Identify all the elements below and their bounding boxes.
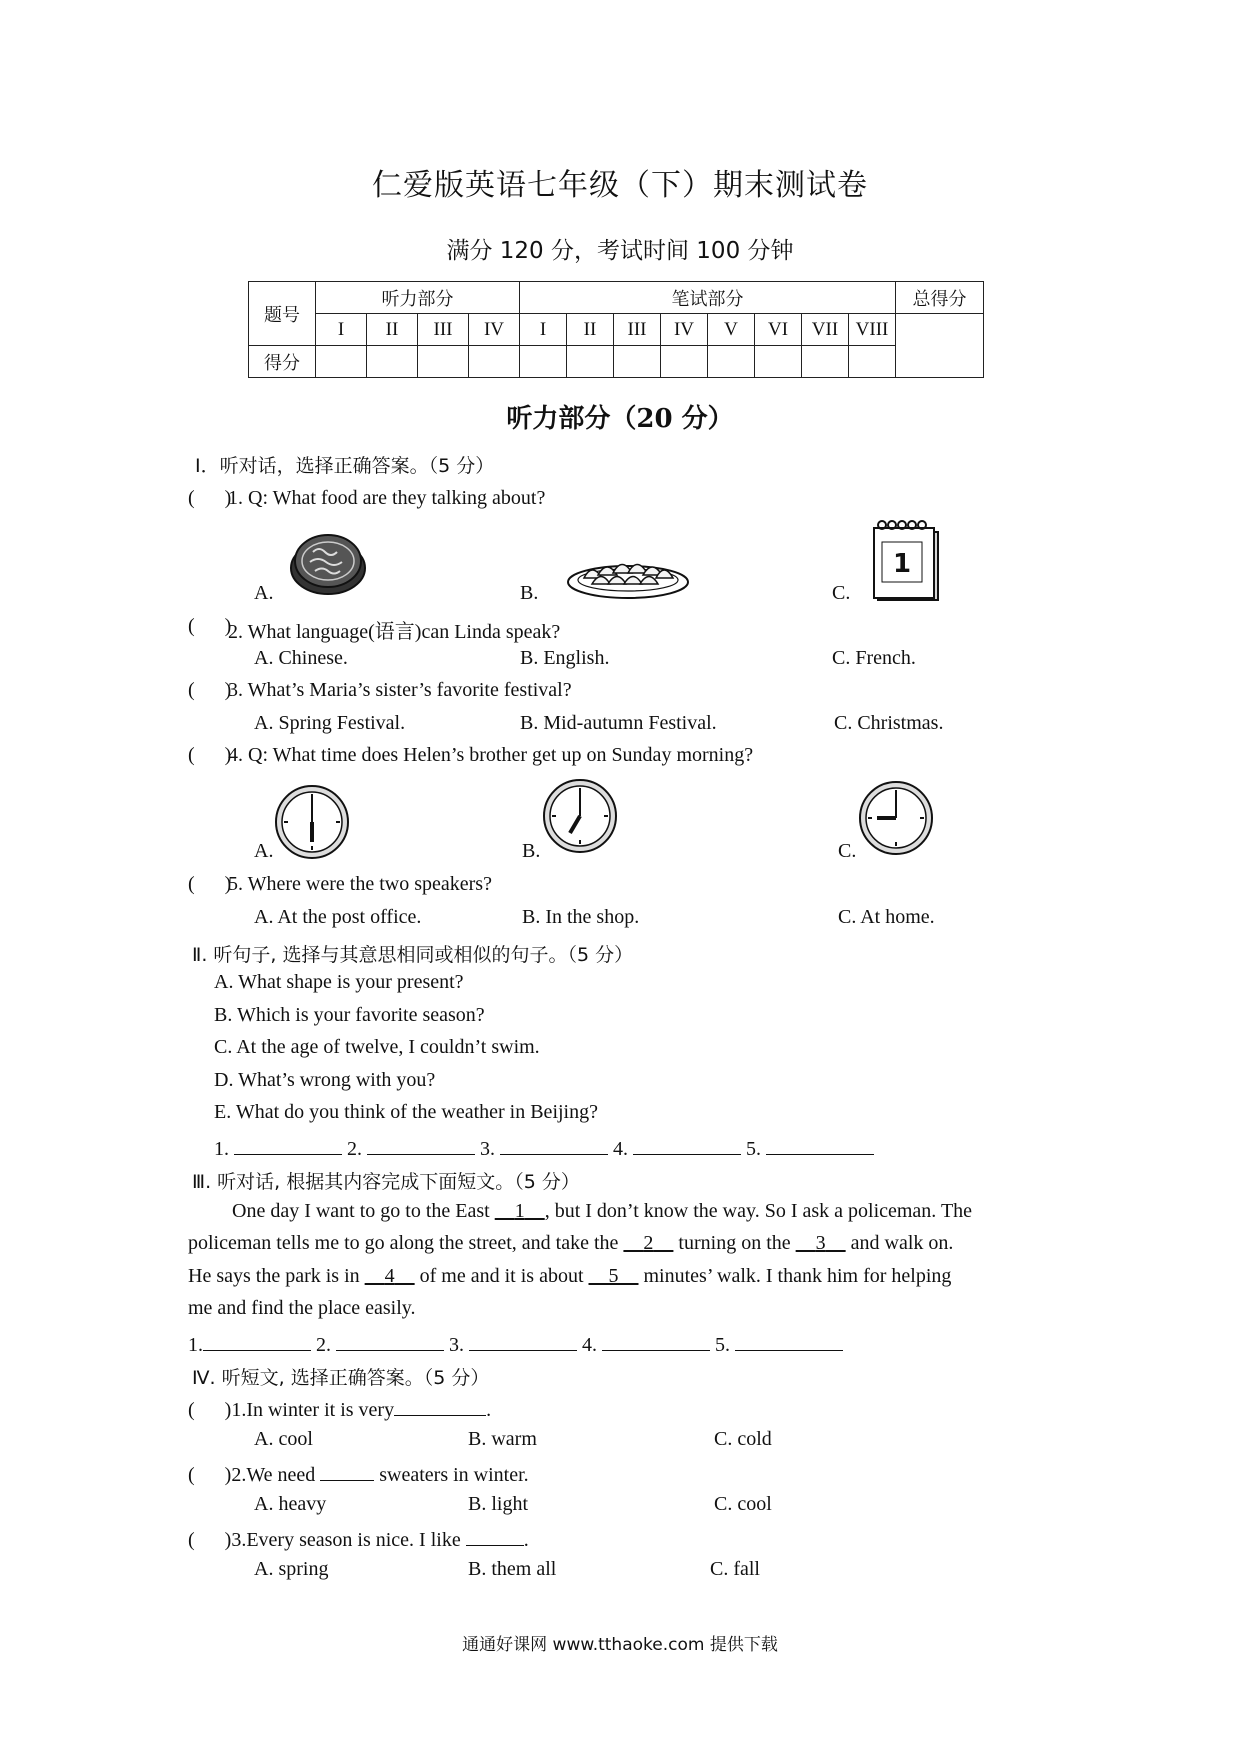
- passage-line: me and find the place easily.: [188, 1297, 416, 1319]
- option-b: B.: [520, 582, 539, 604]
- option-b: B. light: [468, 1493, 529, 1515]
- total-score-cell[interactable]: [896, 314, 984, 378]
- answer-blank[interactable]: [466, 1525, 524, 1546]
- answer-blank[interactable]: [735, 1330, 843, 1351]
- score-cell[interactable]: [661, 346, 708, 378]
- part4-question-2: [188, 1460, 529, 1487]
- option-b: B. them all: [468, 1558, 557, 1580]
- question-5: 5. Where were the two speakers?: [228, 873, 492, 895]
- option-b: B.: [522, 840, 541, 862]
- exam-title: 仁爱版英语七年级（下）期末测试卷: [372, 168, 868, 203]
- answer-number: 2.: [347, 1138, 362, 1160]
- part2-heading: Ⅱ. 听句子, 选择与其意思相同或相似的句子。（5 分）: [192, 944, 634, 966]
- part2-answer-row: [214, 1134, 874, 1161]
- passage-text: and walk on.: [845, 1232, 954, 1254]
- part3-answer-row: [188, 1330, 843, 1357]
- score-cell[interactable]: [614, 346, 661, 378]
- score-cell[interactable]: [802, 346, 849, 378]
- listening-header: 听力部分: [316, 282, 520, 314]
- mooncake-image: [288, 528, 368, 598]
- option-a: A.: [254, 840, 274, 862]
- score-cell[interactable]: [849, 346, 896, 378]
- score-cell[interactable]: [520, 346, 567, 378]
- answer-blank[interactable]: [203, 1330, 311, 1351]
- option-a: A. Chinese.: [254, 647, 348, 669]
- blank-number: 1: [514, 1200, 525, 1222]
- passage-blank: [623, 1232, 673, 1254]
- sentence-option: B. Which is your favorite season?: [214, 1004, 485, 1026]
- part4-question-1: ( )1.In winter it is very .: [188, 1395, 491, 1422]
- answer-paren[interactable]: ( ): [188, 615, 232, 637]
- part4-heading: Ⅳ. 听短文, 选择正确答案。（5 分）: [192, 1367, 490, 1389]
- option-b: B. English.: [520, 647, 610, 669]
- option-a: A. heavy: [254, 1493, 327, 1515]
- answer-number: 5.: [715, 1334, 730, 1356]
- sentence-option: C. At the age of twelve, I couldn’t swim.: [214, 1036, 540, 1058]
- passage-blank: [589, 1265, 639, 1287]
- option-a: A. cool: [254, 1428, 313, 1450]
- sentence-option: D. What’s wrong with you?: [214, 1069, 436, 1091]
- option-b: B. Mid-autumn Festival.: [520, 712, 717, 734]
- question-text: )2.We need: [224, 1464, 321, 1486]
- part1-heading: Ⅰ．听对话，选择正确答案。（5 分）: [195, 455, 495, 477]
- col-listen-2: II: [367, 314, 418, 346]
- blank-number: 5: [608, 1265, 619, 1287]
- col-write-8: VIII: [849, 314, 896, 346]
- sentence-option: A. What shape is your present?: [214, 971, 464, 993]
- answer-paren[interactable]: ( ): [188, 679, 232, 701]
- label-score: 得分: [249, 346, 316, 378]
- answer-blank[interactable]: [367, 1134, 475, 1155]
- blank-number: 4: [384, 1265, 395, 1287]
- answer-paren[interactable]: (: [188, 1529, 225, 1551]
- col-listen-4: IV: [469, 314, 520, 346]
- exam-subtitle: 满分 120 分，考试时间 100 分钟: [446, 238, 794, 264]
- option-a: A. Spring Festival.: [254, 712, 406, 734]
- score-cell[interactable]: [316, 346, 367, 378]
- answer-number: 2.: [316, 1334, 331, 1356]
- answer-blank[interactable]: [602, 1330, 710, 1351]
- answer-number: 1.: [214, 1138, 229, 1160]
- answer-paren[interactable]: ( ): [188, 744, 232, 766]
- answer-blank[interactable]: [766, 1134, 874, 1155]
- calendar-image: [872, 520, 942, 602]
- question-3: 3. What’s Maria’s sister’s favorite festival?: [228, 679, 572, 701]
- col-listen-3: III: [418, 314, 469, 346]
- question-text: sweaters in winter.: [374, 1464, 529, 1486]
- passage-line: [188, 1232, 953, 1255]
- score-cell[interactable]: [708, 346, 755, 378]
- answer-number: 4.: [582, 1334, 597, 1356]
- col-write-4: IV: [661, 314, 708, 346]
- answer-number: 1.: [188, 1334, 203, 1356]
- option-c: C.: [832, 582, 851, 604]
- passage-blank: [495, 1200, 545, 1222]
- footer-source: 通通好课网 www.tthaoke.com 提供下载: [462, 1635, 778, 1655]
- score-table: [248, 281, 984, 378]
- option-a: A. spring: [254, 1558, 329, 1580]
- col-write-6: VI: [755, 314, 802, 346]
- col-write-2: II: [567, 314, 614, 346]
- answer-blank[interactable]: [469, 1330, 577, 1351]
- answer-number: 4.: [613, 1138, 628, 1160]
- question-4: 4. Q: What time does Helen’s brother get up on Sunday morning?: [228, 744, 754, 766]
- question-1: 1. Q: What food are they talking about?: [228, 487, 546, 509]
- passage-line: [188, 1265, 951, 1288]
- passage-text: turning on the: [673, 1232, 796, 1254]
- label-number: 题号: [249, 282, 316, 346]
- option-c: C.: [838, 840, 857, 862]
- clock-six-image: [274, 784, 350, 860]
- option-b: B. In the shop.: [522, 906, 640, 928]
- passage-text: minutes’ walk. I thank him for helping: [638, 1265, 952, 1287]
- option-c: C. At home.: [838, 906, 935, 928]
- passage-blank: [796, 1232, 846, 1254]
- passage-blank: [365, 1265, 415, 1287]
- score-cell[interactable]: [755, 346, 802, 378]
- part4-question-3: ( )3.Every season is nice. I like .: [188, 1525, 529, 1552]
- passage-text: of me and it is about: [414, 1265, 589, 1287]
- answer-number: 5.: [746, 1138, 761, 1160]
- option-a: A.: [254, 582, 274, 604]
- question-text: )1.In winter it is very: [224, 1399, 395, 1421]
- answer-blank[interactable]: [394, 1395, 486, 1416]
- answer-number: 3.: [480, 1138, 495, 1160]
- passage-text: , but I don’t know the way. So I ask a policeman. The: [544, 1200, 973, 1222]
- answer-blank[interactable]: [320, 1460, 374, 1481]
- col-write-5: V: [708, 314, 755, 346]
- option-c: C. fall: [710, 1558, 760, 1580]
- answer-paren[interactable]: ( ): [188, 873, 232, 895]
- answer-paren[interactable]: (: [188, 1399, 225, 1421]
- option-c: C. cool: [714, 1493, 772, 1515]
- answer-paren[interactable]: ( ): [188, 487, 232, 509]
- score-cell[interactable]: [418, 346, 469, 378]
- option-c: C. cold: [714, 1428, 772, 1450]
- answer-number: 3.: [449, 1334, 464, 1356]
- score-cell[interactable]: [367, 346, 418, 378]
- writing-header: 笔试部分: [520, 282, 896, 314]
- col-write-1: I: [520, 314, 567, 346]
- answer-blank[interactable]: [500, 1134, 608, 1155]
- answer-paren[interactable]: (: [188, 1464, 225, 1486]
- blank-number: 3: [815, 1232, 826, 1254]
- calendar-day: 1: [892, 549, 912, 579]
- clock-seven-image: [542, 778, 618, 854]
- score-cell[interactable]: [567, 346, 614, 378]
- option-c: C. Christmas.: [834, 712, 944, 734]
- sentence-option: E. What do you think of the weather in Beijing?: [214, 1101, 598, 1123]
- part3-heading: Ⅲ. 听对话, 根据其内容完成下面短文。（5 分）: [192, 1171, 580, 1193]
- answer-blank[interactable]: [336, 1330, 444, 1351]
- passage-line: [232, 1200, 972, 1223]
- answer-blank[interactable]: [633, 1134, 741, 1155]
- question-2: 2. What language(语言)can Linda speak?: [228, 621, 561, 643]
- clock-nine-image: [858, 780, 934, 856]
- dumplings-image: [566, 552, 690, 600]
- total-header: 总得分: [896, 282, 984, 314]
- passage-text: One day I want to go to the East: [232, 1200, 495, 1222]
- question-text: )3.Every season is nice. I like: [224, 1529, 461, 1551]
- col-write-7: VII: [802, 314, 849, 346]
- option-c: C. French.: [832, 647, 916, 669]
- option-a: A. At the post office.: [254, 906, 422, 928]
- listening-heading: 听力部分（20 分）: [506, 404, 734, 434]
- score-cell[interactable]: [469, 346, 520, 378]
- answer-blank[interactable]: [234, 1134, 342, 1155]
- col-write-3: III: [614, 314, 661, 346]
- col-listen-1: I: [316, 314, 367, 346]
- option-b: B. warm: [468, 1428, 537, 1450]
- passage-text: He says the park is in: [188, 1265, 365, 1287]
- blank-number: 2: [643, 1232, 654, 1254]
- passage-text: policeman tells me to go along the street, and take the: [188, 1232, 624, 1254]
